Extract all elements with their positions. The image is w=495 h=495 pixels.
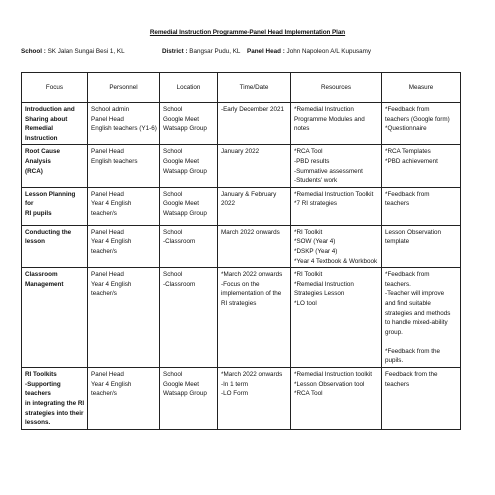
- location-cell-line: Watsapp Group: [163, 390, 207, 398]
- personnel-cell: [88, 187, 160, 225]
- district-label: District :: [162, 48, 188, 55]
- resources-cell-line: *Remedial Instruction toolkit: [294, 371, 373, 379]
- district-info: [162, 48, 240, 55]
- table-header-row: [22, 73, 461, 103]
- personnel-cell: [88, 145, 160, 187]
- measure-cell-line: *RCA Templates: [385, 148, 431, 156]
- resources-cell-line: notes: [294, 125, 310, 133]
- location-cell-line: School: [163, 271, 183, 279]
- resources-cell-line: *Lesson Observation tool: [294, 380, 365, 388]
- measure-cell-line: teachers.: [385, 280, 411, 288]
- resources-cell-line: Strategies Lesson: [294, 290, 345, 298]
- measure-cell-line: teachers: [385, 200, 410, 208]
- personnel-cell-line: Panel Head: [91, 228, 124, 236]
- resources-cell: [291, 368, 382, 430]
- school-label: School :: [21, 48, 46, 55]
- measure-cell-line: *PBD achievement: [385, 157, 438, 165]
- measure-cell-line: *Questionnaire: [385, 125, 427, 133]
- personnel-cell: [88, 103, 160, 145]
- resources-cell-line: *Remedial Instruction Toolkit: [294, 190, 374, 198]
- date-cell-line: March 2022 onwards: [221, 228, 280, 236]
- date-cell-line: *March 2022 onwards: [221, 371, 283, 379]
- personnel-cell-line: Panel Head: [91, 271, 124, 279]
- measure-cell: [382, 103, 461, 145]
- personnel-cell-line: Year 4 English: [91, 380, 132, 388]
- resources-cell-line: *DSKP (Year 4): [294, 247, 338, 255]
- location-cell: [160, 268, 218, 368]
- focus-cell-line: lessons.: [25, 419, 51, 427]
- resources-cell: [291, 145, 382, 187]
- document-title: Remedial Instruction Programme-Panel Head Implementation Plan: [149, 29, 346, 36]
- location-cell-line: School: [163, 371, 183, 379]
- resources-cell: [291, 268, 382, 368]
- focus-cell-line: strategies into their: [25, 409, 84, 417]
- personnel-cell-line: Panel Head: [91, 115, 124, 123]
- measure-cell-line: group.: [385, 328, 403, 336]
- focus-cell-line: in integrating the RI: [25, 399, 85, 407]
- date-cell: [218, 145, 291, 187]
- focus-cell-line: Classroom: [25, 271, 58, 279]
- measure-cell-line: *Feedback from: [385, 271, 430, 279]
- school-value: SK Jalan Sungai Besi 1, KL: [47, 48, 125, 55]
- table-row: [22, 103, 461, 145]
- focus-cell-line: RI pupils: [25, 209, 52, 217]
- header-measure: Measure: [382, 73, 461, 103]
- resources-cell-line: *RI Toolkit: [294, 228, 323, 236]
- focus-cell: [22, 225, 88, 267]
- date-cell-line: January & February: [221, 190, 277, 198]
- personnel-cell-line: teacher/s: [91, 247, 117, 255]
- location-cell-line: Google Meet: [163, 200, 200, 208]
- table-row: [22, 187, 461, 225]
- focus-cell-line: RI Toolkits: [25, 371, 57, 379]
- focus-cell-line: (RCA): [25, 167, 43, 175]
- measure-cell-line: to handle mixed-ability: [385, 319, 448, 327]
- personnel-cell-line: Panel Head: [91, 190, 124, 198]
- measure-cell-line: teachers (Google form): [385, 115, 450, 123]
- focus-cell-line: -Supporting teachers: [25, 380, 63, 398]
- personnel-cell-line: teacher/s: [91, 390, 117, 398]
- location-cell: [160, 225, 218, 267]
- personnel-cell-line: teacher/s: [91, 290, 117, 298]
- focus-cell: [22, 268, 88, 368]
- date-cell-line: implementation of the: [221, 290, 282, 298]
- date-cell: [218, 268, 291, 368]
- resources-cell-line: *SOW (Year 4): [294, 238, 336, 246]
- personnel-cell-line: Panel Head: [91, 371, 124, 379]
- header-time-date: Time/Date: [218, 73, 291, 103]
- date-cell-line: RI strategies: [221, 299, 257, 307]
- measure-cell-line: -Teacher will improve: [385, 290, 445, 298]
- focus-cell-line: Remedial Instruction: [25, 125, 58, 142]
- personnel-cell: [88, 368, 160, 430]
- measure-cell: [382, 145, 461, 187]
- header-resources: Resources: [291, 73, 382, 103]
- focus-cell: [22, 368, 88, 430]
- personnel-cell-line: Year 4 English: [91, 280, 132, 288]
- focus-cell: [22, 103, 88, 145]
- personnel-cell: [88, 225, 160, 267]
- measure-cell-line: *Feedback from the: [385, 347, 440, 355]
- date-cell-line: 2022: [221, 200, 236, 208]
- resources-cell: [291, 187, 382, 225]
- implementation-plan-table: [21, 72, 461, 430]
- date-cell-line: -LO Form: [221, 390, 248, 398]
- date-cell-line: *March 2022 onwards: [221, 271, 283, 279]
- measure-cell-line: teachers: [385, 380, 410, 388]
- location-cell: [160, 368, 218, 430]
- date-cell: [218, 368, 291, 430]
- table-row: [22, 225, 461, 267]
- measure-cell-line: strategies and methods: [385, 309, 451, 317]
- resources-cell-line: *Year 4 Textbook & Workbook: [294, 257, 378, 265]
- header-personnel: Personnel: [88, 73, 160, 103]
- personnel-cell-line: teacher/s: [91, 209, 117, 217]
- personnel-cell-line: Year 4 English: [91, 238, 132, 246]
- personnel-cell-line: English teachers (Y1-6): [91, 125, 157, 133]
- measure-cell-line: pupils.: [385, 357, 404, 365]
- resources-cell-line: *7 RI strategies: [294, 200, 338, 208]
- personnel-cell-line: Year 4 English: [91, 200, 132, 208]
- measure-cell: [382, 225, 461, 267]
- personnel-cell-line: English teachers: [91, 157, 138, 165]
- resources-cell-line: *RCA Tool: [294, 390, 323, 398]
- table-row: [22, 368, 461, 430]
- focus-cell-line: Root Cause Analysis: [25, 148, 62, 165]
- resources-cell-line: Programme Modules and: [294, 115, 365, 123]
- focus-cell-line: Conducting the: [25, 228, 72, 236]
- resources-cell-line: *Remedial Instruction: [294, 280, 354, 288]
- focus-cell-line: Sharing about: [25, 115, 68, 123]
- header-location: Location: [160, 73, 218, 103]
- location-cell-line: -Classroom: [163, 280, 196, 288]
- date-cell-line: -Focus on the: [221, 280, 260, 288]
- date-cell: [218, 103, 291, 145]
- focus-cell: [22, 187, 88, 225]
- date-cell-line: -In 1 term: [221, 380, 248, 388]
- resources-cell-line: -PBD results: [294, 157, 330, 165]
- location-cell-line: Google Meet: [163, 380, 200, 388]
- measure-cell: [382, 368, 461, 430]
- measure-cell: [382, 187, 461, 225]
- resources-cell-line: *RI Toolkit: [294, 271, 323, 279]
- focus-cell: [22, 145, 88, 187]
- location-cell-line: School: [163, 190, 183, 198]
- focus-cell-line: Management: [25, 280, 64, 288]
- panel-head-label: Panel Head :: [247, 48, 285, 55]
- measure-cell-line: *Feedback from: [385, 190, 430, 198]
- resources-cell: [291, 225, 382, 267]
- location-cell-line: Watsapp Group: [163, 167, 207, 175]
- measure-cell-line: Lesson Observation: [385, 228, 442, 236]
- location-cell: [160, 187, 218, 225]
- resources-cell-line: *RCA Tool: [294, 148, 323, 156]
- location-cell-line: School: [163, 148, 183, 156]
- location-cell-line: Google Meet: [163, 157, 200, 165]
- measure-cell: [382, 268, 461, 368]
- measure-cell-line: template: [385, 238, 410, 246]
- table-row: [22, 145, 461, 187]
- date-cell: [218, 225, 291, 267]
- panel-head-value: John Napoleon A/L Kupusamy: [286, 48, 372, 55]
- measure-cell-line: [385, 337, 458, 347]
- location-cell-line: Google Meet: [163, 115, 200, 123]
- location-cell-line: Watsapp Group: [163, 209, 207, 217]
- location-cell: [160, 103, 218, 145]
- table-row: [22, 268, 461, 368]
- location-cell-line: School: [163, 228, 183, 236]
- focus-cell-line: lesson: [25, 238, 45, 246]
- resources-cell: [291, 103, 382, 145]
- location-cell-line: -Classroom: [163, 238, 196, 246]
- school-info: [21, 48, 125, 55]
- resources-cell-line: -Summative assessment: [294, 167, 363, 175]
- personnel-cell-line: Panel Head: [91, 148, 124, 156]
- personnel-cell: [88, 268, 160, 368]
- measure-cell-line: Feedback from the: [385, 371, 438, 379]
- measure-cell-line: and find suitable: [385, 299, 431, 307]
- resources-cell-line: *LO tool: [294, 299, 317, 307]
- date-cell: [218, 187, 291, 225]
- district-value: Bangsar Pudu, KL: [189, 48, 241, 55]
- panel-head-info: [247, 48, 371, 55]
- resources-cell-line: *Remedial Instruction: [294, 106, 354, 113]
- location-cell: [160, 145, 218, 187]
- resources-cell-line: -Students' work: [294, 177, 338, 185]
- date-cell-line: -Early December 2021: [221, 106, 284, 113]
- table-body: [22, 103, 461, 430]
- measure-cell-line: *Feedback from: [385, 106, 430, 113]
- location-cell-line: School: [163, 106, 183, 113]
- personnel-cell-line: School admin: [91, 106, 130, 113]
- location-cell-line: Watsapp Group: [163, 125, 207, 133]
- focus-cell-line: Lesson Planning for: [25, 190, 78, 208]
- date-cell-line: January 2022: [221, 148, 260, 156]
- header-focus: Focus: [22, 73, 88, 103]
- focus-cell-line: Introduction and: [25, 106, 75, 113]
